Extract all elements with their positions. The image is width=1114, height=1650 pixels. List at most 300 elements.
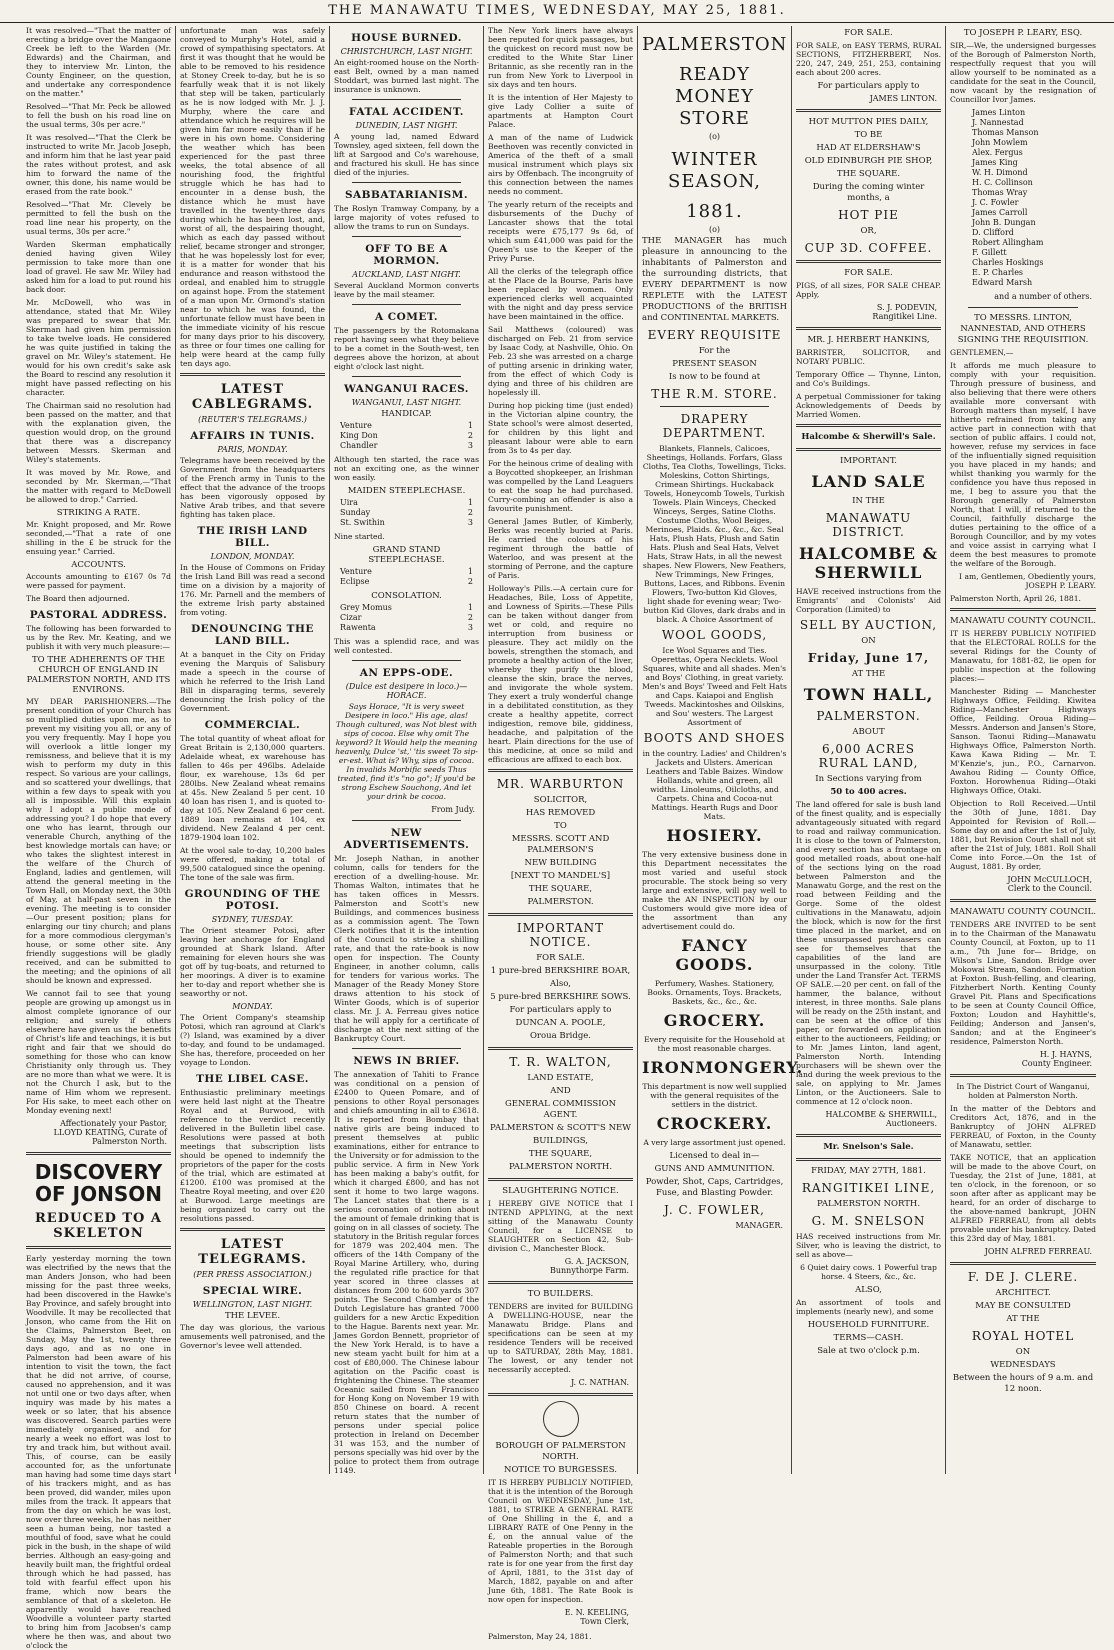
ad-line: MR. WARBURTON (496, 777, 625, 791)
signatory: Thomas Wray (972, 188, 1028, 197)
ad-line: PALMERSTON NORTH. (508, 1162, 613, 1172)
dateline: DUNEDIN, LAST NIGHT. (355, 121, 458, 130)
subheading: (PER PRESS ASSOCIATION.) (193, 1270, 312, 1279)
column-2 (176, 26, 330, 1474)
ad-important-notice (488, 921, 633, 1042)
ad-line: PALMERSTON. (816, 709, 921, 723)
column-5 (638, 26, 804, 1474)
ad-line: FRIDAY, MAY 27TH, 1881. (811, 1166, 926, 1176)
article-paragraph: All the clerks of the telegraph office at the Place de la Bourse, Paris have been replaced by women. Only experienced clerks well acquainted with the night and day press service have been maintained in the office. (488, 267, 633, 321)
signature: E. N. KEELING, Town Clerk, (564, 1608, 629, 1626)
heading-news-in-brief: NEWS IN BRIEF. (353, 1055, 460, 1067)
heading-commercial: COMMERCIAL. (204, 719, 301, 731)
divider (26, 1152, 171, 1155)
ad-section-heading: BOOTS AND SHOES (643, 731, 786, 745)
signatory: J. Nannestad (972, 118, 1024, 127)
ad-line: G. M. SNELSON (811, 1214, 926, 1228)
article-paragraph: The yearly return of the receipts and disbursements of the Duchy of Lancaster shows that the total receipts were £75,177 9s 6d, of which sum £41,000 was paid for the Queen's use to the Keeper of the Privy Purse. (488, 200, 633, 263)
ad-paragraph: In the matter of the Debtors and Creditors Act, 1876, and in the Bankruptcy of JOHN ALFRED FERREAU, of Foxton, in the County of Manawatu, settler. (950, 1104, 1096, 1149)
article-paragraph: For the heinous crime of dealing with a Boycotted shopkeeper, an Irishman was compelled by the Land Leaguers to eat the soap he had purchased. Curry-combing an offender is also a favourite punishment. (488, 459, 633, 513)
divider (796, 448, 941, 451)
column-3 (330, 26, 484, 1474)
ad-paragraph: TAKE NOTICE, that an application will be made to the above Court, on Tuesday, the 21st of June, 1881, at ten o'clock, in the forenoon, or so soon after after as applicant may be heard, for an order of discharge to the above-named bankrupt, JOHN ALFRED FERREAU, from all debts provable under his bankruptcy. Dated this 23rd day of May, 1881. (950, 1153, 1096, 1243)
heading-sabbatarianism: SABBATARIANISM. (344, 189, 469, 201)
ad-line: ON (1015, 1347, 1031, 1357)
subheading: ACCOUNTS. (71, 560, 126, 570)
column-1 (22, 26, 176, 1650)
divider (352, 376, 461, 377)
signatory: W. H. Dimond (972, 168, 1028, 177)
ad-line: MAY BE CONSULTED (975, 1301, 1071, 1311)
article-paragraph: Mr. Joseph Nathan, in another column, calls for tenders for the erection of a dwelling-house. Mr. Thomas Walton, intimates that he has taken offices in Messrs. Palmerston and Scott's new Buildings, and commences business as a commission agent. The Town Clerk notifies that it is the intention of the Council to strike a shilling rate, and that the rate-book is now open for inspection. The County Engineer, in another column, calls for tenders for various works. The Manager of the Ready Money Store draws attention to his stock of Winter Goods, which is of superior class. Mr. J. A. Ferreau gives notice that he will apply for a certificate of discharge at the next sitting of the Bankruptcy Court. (334, 854, 479, 1043)
signature: H. J. HAYNS, County Engineer. (1021, 1050, 1092, 1068)
ad-list: Manchester Riding — Manchester Highways Office, Feilding. Kiwitea Riding—Manchester Highways Office, Feilding. Oroua Riding—Messrs. Anderson and Jansen's Store, Sanson. Taonui Riding—Manawatu Highways Office, Palmerston North. Kawa Kawa Riding — Mr. T. M'Kenzie's, jun., P.O., Carnarvon. Awahou Riding — County Office, Foxton. Horowhenua Riding—Otaki Highways Office, Otaki. (950, 687, 1096, 795)
ad-line: HAD AT ELDERSHAW'S (816, 143, 921, 153)
ad-heading: HOT MUTTON PIES DAILY, (808, 117, 929, 127)
ad-paragraph: HAVE received instructions from the Emigrants' and Colonists' Aid Corporation (Limited) to (796, 587, 941, 614)
article-paragraph: The total quantity of wheat afloat for Great Britain is 2,130,000 quarters. Adelaide wheat, ex warehouse has fallen to 46s per 496lbs. Adelaide flour, ex warehouse, 13s 6d per 280lbs. New Zealand wheat remains at 45s. New Zealand 5 per cent. 10 40 loan has risen 1, and is quoted to-day at 105. New Zealand 6 per cent. 1889 loan remains at 104, ex dividend. New Zealand 4 per cent. 1879-1904 loan 102. (180, 734, 325, 842)
signatory: James King (972, 158, 1018, 167)
heading-special-wire: SPECIAL WIRE. (202, 1285, 303, 1297)
heading-a-comet: A COMET. (374, 311, 439, 323)
ad-paragraph: BARRISTER, SOLICITOR, and NOTARY PUBLIC. (796, 348, 941, 366)
ad-paragraph: I am, Gentlemen, Obediently yours, JOSEPH P. LEARY. (959, 572, 1096, 590)
ad-warburton (488, 777, 633, 908)
ad-heading: Mr. Snelson's Sale. (823, 1142, 914, 1152)
column-7 (946, 26, 1100, 1474)
signatory: John Mowlem (972, 138, 1028, 147)
ad-line: HAS REMOVED (525, 808, 596, 818)
ad-heading: MANAWATU COUNTY COUNCIL. (950, 907, 1096, 917)
race-result-row: Venture 1 (340, 421, 473, 430)
ad-heading: MANAWATU COUNTY COUNCIL. (950, 616, 1096, 626)
divider (968, 307, 1078, 308)
ad-line: IN THE (852, 496, 885, 506)
ad-heading: FOR SALE. (844, 28, 893, 38)
ad-line: WEDNESDAYS (990, 1360, 1056, 1370)
divider (796, 327, 941, 330)
ad-list: in the country. Ladies' and Children's Jackets and Ulsters. American Leathers and Table Baizes. Window Hollands, white and green, all widths. Linoleums, Oilcloths, and Carpets. China and Cocoa-nut Mattings. Hearth Rugs and Door Mats. (642, 749, 787, 821)
ad-line: For particulars apply to (509, 1005, 612, 1015)
article-paragraph: A man of the name of Ludwick Beethoven was recently convicted in America of the theft of a small musical instrument which plays six airs by Offenbach. The incongruity of this connection between the names needs no comment. (488, 133, 633, 196)
divider (488, 1047, 633, 1050)
heading-reduced-to-skeleton: REDUCED TO A SKELETON (35, 1211, 162, 1241)
article-paragraph: It is the intention of Her Majesty to give Lady Collier a suite of apartments at Hampton Court Palace. (488, 93, 633, 129)
ad-heading: TO BUILDERS. (527, 1289, 594, 1299)
ad-heading: FOR SALE. (844, 268, 893, 278)
ad-line: For the (698, 346, 731, 356)
race-results (334, 567, 479, 587)
article-paragraph: The Orient Company's steamship Potosi, which ran aground at Clark's (?) Island, was examined by a diver to-day, and found to be undamaged. She has, therefore, proceeded on her voyage to London. (180, 1013, 325, 1067)
ad-line: Between the hours of 9 a.m. and 12 noon. (952, 1373, 1094, 1394)
article-paragraph: General James Butler, of Kimberly, Berks was recently buried at Paris. He carried the colours of his regiment through the battle of Waterloo, and was present at the storming of Perrone, and the capture of Paris. (488, 517, 633, 580)
ad-paragraph: Every requisite for the Household at the most reasonable charges. (644, 1035, 785, 1053)
signature: JOHN ALFRED FERREAU. (984, 1247, 1092, 1256)
ad-line: During the coming winter months, a (812, 182, 925, 203)
column-6 (792, 26, 946, 1474)
divider (352, 1048, 461, 1049)
subheading: TO THE ADHERENTS OF THE CHURCH OF ENGLAND IN PALMERSTON NORTH, AND ITS ENVIRONS. (26, 655, 171, 695)
divider (660, 406, 769, 407)
ad-paragraph: It affords me much pleasure to comply with your requisition. Through pressure of business, and also believing that there were others available more conversant with Borough matters than myself, I have hitherto refrained from taking any active part in connection with that section of public affairs. I could not, however, refuse my services in face of the influentially signed requisition you have placed in my hands; and whilst thanking you warmly for the confidence you have thus reposed in me, I beg to assure you that the Borough generally of Palmerston North, that I will, if returned to the Council, faithfully discharge the duties pertaining to the office of a Borough Councillor, and by my votes and voice assist in carrying what I deem the best measures to promote the welfare of the Borough. (950, 361, 1096, 568)
article-paragraph: Holloway's Pills.—A certain cure for Headaches, Bile, Loss of Appetite, and Lowness of Spirits.—These Pills can be taken without danger from wet or cold, and require no interruption from business or pleasure. They act mildly on the bowels, strengthen the stomach, and promote a healthy action of the liver, whereby they purify the blood, cleanse the skin, brace the nerves, and invigorate the whole system. They exert a truly wonderful change in a debilitated constitution, as they create a healthy appetite, correct indigestion, remove bile, giddiness, headache, and palpitation of the heart. Plain directions for the use of this medicine, at once so mild and efficacious are affixed to each box. (488, 584, 633, 764)
ad-line: THE R.M. STORE. (651, 387, 778, 401)
race-name: CONSOLATION. (371, 591, 442, 601)
race-result-row: Uira 1 (340, 498, 473, 507)
ad-paragraph: THE MANAGER has much pleasure in announcing to the inhabitants of Palmerston and the surrounding districts, that EVERY DEPARTMENT is now REPLETE with the LATEST PRODUCTIONS of the BRITISH and CONTINENTAL MARKETS. (642, 236, 787, 323)
ad-line: Is now to be found at (668, 372, 761, 382)
heading-fatal-accident: FATAL ACCIDENT. (349, 106, 464, 118)
ad-line: THE SQUARE, (528, 1149, 593, 1159)
signature: J. C. FOWLER, (664, 1203, 765, 1217)
ad-paragraph: An assortment of tools and implements (nearly new), and some (796, 1298, 941, 1316)
heading-epps-ode: AN EPPS-ODE. (359, 667, 454, 679)
ad-list: Perfumery, Washes. Stationery, Books. Ornaments, Toys. Brackets, Baskets, &c., &c., &c. (647, 979, 782, 1006)
divider (488, 1281, 633, 1284)
ad-line: OR, (860, 226, 877, 236)
divider (796, 1134, 941, 1137)
race-result-row: Cizar 2 (340, 613, 473, 622)
ad-heading: BOROUGH OF PALMERSTON NORTH. (495, 1441, 626, 1462)
article-paragraph: Mr. Knight proposed, and Mr. Rowe seconded,—"That a rate of one shilling in the £ be struck for the ensuing year." Carried. (26, 520, 171, 556)
ad-paragraph: In The District Court of Wanganui, holden at Palmerston North. (956, 1082, 1090, 1100)
ad-line: DUNCAN A. POOLE, (515, 1018, 606, 1028)
ad-line: For particulars apply to (817, 81, 920, 91)
divider (796, 424, 941, 427)
ad-walton (488, 1055, 633, 1173)
race-result-row: Grey Momus 1 (340, 603, 473, 612)
ad-paragraph: I HEREBY GIVE NOTICE that I INTEND APPLYING, at the next sitting of the Manawatu County Council, for a LICENSE to SLAUGHTER on Section 42, Sub-division C., Manchester Block. (488, 1199, 633, 1253)
ad-line: RANGITIKEI LINE, (801, 1181, 936, 1195)
ad-list: 6 Quiet dairy cows. 1 Powerful trap horse. 4 Steers, &c., &c. (800, 1263, 937, 1281)
signature: JAMES LINTON. (869, 94, 937, 103)
ad-line: [NEXT TO MANDEL'S] (510, 871, 611, 881)
signatory-note: and a number of others. (994, 292, 1092, 301)
ad-line: TERMS—CASH. (833, 1333, 904, 1343)
signatory: Robert Allingham (972, 238, 1044, 247)
article-paragraph: In the House of Commons on Friday the Irish Land Bill was read a second time on a division by a majority of 176. Mr. Parnell and the members of the extreme Irish party abstained from voting. (180, 563, 325, 617)
race-result-row: King Don 2 (340, 431, 473, 440)
signatory: James Linton (972, 108, 1026, 117)
ad-line: EVERY REQUISITE (647, 328, 782, 342)
ad-line: TO BE (854, 130, 883, 140)
ad-line: 50 to 400 acres. (830, 787, 907, 797)
signatory: E. P. Charles (972, 268, 1024, 277)
epigraph: (Dulce est desipere in loco.)—HORACE. (345, 682, 468, 700)
subheading: THE LEVEE. (224, 1311, 281, 1321)
ad-line: MESSRS. SCOTT AND PALMERSON'S (511, 834, 610, 855)
heading-affairs-in-tunis: AFFAIRS IN TUNIS. (190, 430, 315, 442)
article-paragraph: The passengers by the Rotomakana report having seen what they believe to be a comet in the South-west, ten degrees above the horizon, at about eight o'clock last night. (334, 326, 479, 371)
ad-line: NEW BUILDING (524, 858, 597, 868)
ad-heading: Halcombe & Sherwill's Sale. (801, 432, 936, 442)
article-paragraph: Warden Skerman emphatically denied having given Wiley permission to take more than one load of gravel. He saw Mr. Wiley had asked him for a load to put round his back door. (26, 240, 171, 294)
article-paragraph: Resolved—"That Mr. Peck be allowed to fell the bush on his road line on the usual terms, 30s per acre." (26, 102, 171, 129)
ad-section-heading: GROCERY. (663, 1011, 766, 1030)
ad-heading: TO JOSEPH P. LEARY, ESQ. (963, 28, 1083, 38)
article-paragraph: The annexation of Tahiti to France was conditional on a pension of £2400 to Queen Pomare, and of pensions to other Royal personages and chiefs amounting in all to £3618. It is reported from Bombay that native girls are being induced to present themselves at public examinations, either for entrance to the University or for admission to the public service. A firm in New York has been making a baby's outfit, for which it charged £800, and has not sent it home to two large wagons. The Lancet states that there is a serious coronation of notion about the amount of female drinking that is going on in all classes of society. The statutory in the British regular forces for 1879 was 202,404 men. The officers of the 14th Company of the Royal Marine Artillery, who, during the regulated rifle practice for that year scored in three classes at distances from 200 to 600 yards 307 points. The Second Chamber of the Dutch Legislature has granted 7000 guilders for a new Arctic Expedition to the Hague. Barents next year. Mr. James Gordon Bennett, proprietor of the New York Herald, is to have a new steam yacht built for him at a cost of £80,000. The Chinese labour agitation on the Pacific coast is frightening the Chinese. The steamer Oceanic sailed from San Francisco for Hong Kong on November 19 with 850 Chinese on board. A recent return states that the number of persons under special police protection in Ireland on December 31 was 153, and the number of persons specially was hid over by the police to protect them from outrage 1149. (334, 1070, 479, 1475)
ad-heading: TO MESSRS. LINTON, NANNESTAD, AND OTHERS SIGNING THE REQUISITION. (957, 313, 1089, 345)
article-paragraph: The Board then adjourned. (26, 594, 130, 603)
ad-paragraph: Objection to Roll Received.—Until the 30th of June, 1881. Day Appointed for Revision of Roll.—Some day on and after the 1st of July, 1881, but Revision Court shall not sit after the 21st of July, 1881. Roll Shall Come into Force.—On the 1st of August, 1881. By order, (950, 799, 1096, 871)
dateline: LONDON, MONDAY. (210, 552, 295, 561)
ad-line: 5 pure-bred BERKSHIRE SOWS. (490, 992, 631, 1002)
signature: HALCOMBE & SHERWILL, Auctioneers. (825, 1110, 937, 1128)
ad-line: AT THE (1006, 1314, 1040, 1324)
ad-section-heading: CROCKERY. (656, 1114, 773, 1133)
article-paragraph: It was moved by Mr. Rowe, and seconded by Mr. Skerman,—"That the matter with regard to McDowell be allowed to drop." Carried. (26, 468, 171, 504)
signatory: James Carroll (972, 208, 1028, 217)
ad-line: THE SQUARE, (528, 884, 593, 894)
signature: Affectionately your Pastor, LLOYD KEATING, Curate of Palmerston North. (53, 1119, 167, 1146)
ad-line: PALMERSTON. (527, 897, 594, 907)
ad-line: ALSO, (855, 1285, 882, 1295)
ornament: (o) (708, 132, 721, 141)
article-paragraph: The Roslyn Tramway Company, by a large majority of votes refused to allow the trams to run on Sundays. (334, 204, 479, 231)
divider (488, 769, 633, 772)
article-paragraph: It was resolved—"That the Clerk be instructed to write Mr. Jacob Joseph, and inform him that he last year paid the rates without protest, and ask him to forward the name of the owner, this done, his name would be erased from the rate book." (26, 133, 171, 196)
race-name: GRAND STAND STEEPLECHASE. (368, 545, 445, 565)
ad-paragraph: This department is now well supplied with the general requisites of the settlers in the district. (642, 1082, 787, 1109)
dateline: WANGANUI, LAST NIGHT. (351, 398, 462, 407)
divider (488, 913, 633, 916)
divider (950, 899, 1096, 902)
divider (950, 1074, 1096, 1077)
divider (950, 608, 1096, 611)
signature: G. A. JACKSON, Bunnythorpe Farm. (550, 1257, 629, 1275)
signatory: J. C. Fowler (972, 198, 1019, 207)
heading-pastoral-address: PASTORAL ADDRESS. (29, 609, 168, 621)
ad-section-heading: FANCY GOODS. (675, 936, 754, 974)
ad-line: SELL BY AUCTION, (799, 618, 938, 632)
ad-line: AND (550, 1086, 571, 1096)
article-paragraph: Resolved—"That Mr. Clevely be permitted to fell the bush on the road line near his property, on the usual terms, 30s per acre." (26, 200, 171, 236)
article-paragraph: The day was glorious, the various amusements well patronised, and the Governor's levee well attended. (180, 1323, 325, 1350)
heading-grounding-potosi: GROUNDING OF THE POTOSI. (184, 888, 321, 912)
article-paragraph: Sail Matthews (coloured) was discharged on Feb. 21 from service by Isaac Cody, at Nashville, Ohio. On Feb. 23 she was arrested on a charge of putting arsenic in drinking water, from the effect of which Cody is dying and three of his children are hopelessly ill. (488, 325, 633, 397)
ad-line: 6,000 ACRES RURAL LAND, (818, 742, 919, 770)
divider (180, 373, 325, 376)
signatory: Edward Marsh (972, 278, 1033, 287)
article-paragraph: At the wool sale to-day, 10,200 bales were offered, making a total of 99,500 catalogued since the opening. The tone of the sale was firm. (180, 846, 325, 882)
divider (352, 99, 461, 100)
ad-line: PALMERSTON NORTH. (816, 1199, 921, 1209)
signature: S. J. PODEVIN, Rangitikei Line. (872, 303, 937, 321)
article-paragraph: Mr. McDowell, who was in attendance, stated that Mr. Wiley was prepared to swear that Mr. Skerman had given him permission to take twelve loads. He considered he was quite justified in taking the gravel on Mr. Wiley's statement. He would for his own credit's sake ask the Board to rescind any resolution it might have passed reflecting on his character. (26, 298, 171, 397)
ad-line: F. DE J. CLERE. (967, 1270, 1079, 1284)
ad-paragraph: IT IS HEREBY PUBLICLY NOTIFIED, that it is the intention of the Borough Council on WEDNESDAY, June 1st, 1881, to STRIKE A GENERAL RATE of One Shilling in the £, and a LIBRARY RATE of One Penny in the £, on the annual value of the Rateable properties in the Borough of Palmerston North; and that such rate is for one year from the first day of April, 1881, to the 31st day of March, 1882, payable on and after June 6th, 1881. The Rate Book is now open for inspection. (488, 1478, 633, 1604)
heading-discovery-of-jonson: DISCOVERY OF JONSON (34, 1160, 163, 1206)
ad-line: PALMERSTON & SCOTT'S NEW (490, 1123, 631, 1133)
ad-paragraph: HAS received instructions from Mr. Silver, who is leaving the district, to sell as above— (796, 1232, 941, 1259)
ad-line: Powder, Shot, Caps, Cartridges, Fuse, and Blasting Powder. (645, 1177, 784, 1198)
ad-line: HOUSEHOLD FURNITURE. (807, 1320, 930, 1330)
poem: Says Horace, "It is very sweet Desipere in loco." His age, alas! Though cultured, was Not blest with sips of cocoa. Else why omit The keyword? It Would help the meaning heavenly, Dulce 'st,' 'tis sweet To sip-er-est. What is? Why, sips of cocoa. In invalids Morbific seeds Thus treated, find it's "no go"; If you'd be strong Eschew Souchong, And let your drink be cocoa. (335, 702, 478, 801)
ad-date: Palmerston, May 24, 1881. (488, 1632, 592, 1641)
race-result-row: Chandler 3 (340, 441, 473, 450)
signatory: John B. Dungan (972, 218, 1036, 227)
signature-title: MANAGER. (735, 1221, 783, 1230)
ad-line: CUP 3D. COFFEE. (804, 241, 933, 255)
divider (352, 660, 461, 661)
article-paragraph: It was resolved—"That the matter of erecting a bridge over the Mangaone Creek be left to the Warden (Mr. Edwards) and the Chairman, and they to interview Mr. Linton, the County Engineer, on the question, and undertake any correspondence on the matter." (26, 26, 171, 98)
race-name: MAIDEN STEEPLECHASE. (347, 486, 466, 496)
ad-line: LAND SALE (811, 472, 926, 491)
ad-list: Ice Wool Squares and Ties. Operettas, Opera Necklets. Wool Squares, white and all shades. Men's and Boys' Clothing, in great variety. Men's and Boys' Tweed and Felt Hats and Caps. Kaiapoi and English Tweeds. Mackintoshes and Oilskins, and Sou' westers. The Largest Assortment of (642, 646, 787, 727)
divider (488, 1393, 633, 1396)
divider (352, 304, 461, 305)
ad-list: Blankets, Flannels, Calicoes, Sheetings, Hollands. Forfars, Glass Cloths, Tea Cloths, Towellings, Ticks. Moleskins, Cotton Shirtings, Crimean Shirtings. Huckaback Towels, Honeycomb Towels, Turkish Towels. Plain Winceys, Checked Winceys, Serges, Satine Cloths. Costume Cloths, Wool Beiges, Merinoes, Plaids. &c., &c., &c. Seal Hats, Plush Hats, Plush and Satin Hats. Plush and Seal Hats, Velvet Hats, Straw Hats, in all the newest shapes. New Flowers, New Feathers, New Trimmings, New Fringes, Buttons, Laces, and Ribbons. Evenin Flowers, Two-button Kid Gloves, light shade for evening wear; Two-button Kid Gloves, dark drabs and in black. A Choice Assortment of (642, 444, 787, 624)
ad-paragraph: A perpetual Commissioner for taking Acknowledgements of Deeds by Married Women. (796, 392, 941, 419)
ad-line: LAND ESTATE, (527, 1073, 594, 1083)
divider (352, 236, 461, 237)
article-paragraph: Accounts amounting to £167 0s 7d were passed for payment. (26, 572, 171, 590)
ad-line: AT THE (851, 669, 886, 679)
article-paragraph: The Orient steamer Potosi, after leaving her anchorage for England grounded at Shark Island. After remaining for eleven hours she was got off by tug-boats, and returned to her moorings. A diver is to examine her to-day and report whether she is seaworthy or not. (180, 926, 325, 998)
article-paragraph: Early yesterday morning the town was electrified by the news that the man Anders Jonson, who had been missing for the past three weeks, had been discovered in the Hawke's Bay Province, and safely brought into Woodville. It may be recollected that Jonson, who came from the Hit on the Claims, Palmerston Beet, on Sunday, May the 1st, twenty three days ago, and as no one in Palmerston had been aware of his intention to visit the town, the fact that he did not arrive, of course, caused no apprehension, and it was not until one or two days after, when inquiry was made by his mates a week or so later, that his absence was discovered. Search parties were immediately organised, and for nearly a week no effort was lost to try and track him, but without avail. This, of course, can be easily accounted for, as the unfortunate man having had some time days start of his trackers might, and as has been proved, did wander, miles upon miles from the track. It appears that from the day on which he was lost, now over three weeks, he has neither seen a human being, nor tasted a mouthful of food, save what he could pick in the bush, in the shape of wild berries. Although an easy-going and heavily built man, the frightful ordeal through which he had passed, has told with fearful effect upon his frame, which now bears the semblance of that of a skeleton. He apparently would have reached Woodville a volunteer party started to bring him from Jacobsen's camp where he then was, and about two o'clock the (26, 1254, 171, 1650)
ornament: (o) (708, 225, 721, 234)
ad-line: HOT PIE (838, 208, 899, 222)
ad-line: MANAWATU DISTRICT. (825, 511, 912, 539)
signatory: Alex. Fergus (972, 148, 1023, 157)
ad-paragraph: A very large assortment just opened. (643, 1138, 786, 1147)
signature: JOHN McCULLOCH, Clerk to the Council. (1007, 875, 1092, 893)
heading-denouncing-land-bill: DENOUNCING THE LAND BILL. (191, 623, 314, 647)
ad-heading: SLAUGHTERING NOTICE. (502, 1186, 619, 1196)
heading-house-burned: HOUSE BURNED. (351, 32, 462, 44)
ad-store-title: READY MONEY STORE (675, 64, 754, 129)
heading-latest-cablegrams: LATEST CABLEGRAMS. (191, 382, 314, 412)
ad-line: BUILDINGS, (532, 1136, 589, 1146)
dateline: MONDAY. (232, 1002, 273, 1011)
ad-line: Licensed to deal in— (669, 1151, 760, 1161)
ad-paragraph: GENTLEMEN,— (950, 348, 1014, 357)
article-paragraph: Although ten started, the race was not an exciting one, as the winner won easily. (334, 455, 479, 482)
divider (796, 260, 941, 263)
ad-line: IMPORTANT NOTICE. (516, 921, 605, 949)
article-paragraph: Telegrams have been received by the Government from the headquarters of the French army in Tunis to the effect that the advance of the troops has been vigorously opposed by Native Arab tribes, and that severe fighting has taken place. (180, 456, 325, 519)
dateline: CHRISTCHURCH, LAST NIGHT. (340, 47, 473, 56)
article-paragraph: MY DEAR PARISHIONERS.—The present condition of your Church has so multiplied duties upon me, as to prevent my visiting you all, or any of you very frequently. May I hope you will overlook a little longer my remissness, and believe that it is my wish to perform my duty in this respect. So various are your callings, and so scattered your dwellings, that within a few days to speak with you all is impossible. Will this explain why I adopt a public mode of addressing you? I do hope that every one who has learnt, through our venerable Church, anything of the best knowledge mortals can have; or who takes the slightest interest in the welfare of the Church of England, ladies and gentlemen, will attend the general meeting in the Town Hall, on Monday next, the 30th of May, at half-past seven in the evening. The meeting is to consider—Our present position; plans for enlarging our tiny church; and plans for a more commodious clergyman's house, or some other site. Any friendly suggestions will be gladly received, and can be submitted to the meeting; and the opinions of all should be known and expressed. (26, 697, 171, 985)
divider (796, 1158, 941, 1161)
ad-line: SOLICITOR, (533, 795, 588, 805)
ad-paragraph: PIGS, of all sizes, FOR SALE CHEAP. Apply, (796, 281, 941, 299)
ad-section-heading: DRAPERY DEPARTMENT. (662, 412, 767, 440)
race-result-row: Rawenta 3 (340, 623, 473, 632)
ad-line: OLD EDINBURGH PIE SHOP, (804, 156, 933, 166)
article-paragraph: Nine started. (334, 532, 385, 541)
signatory: Thomas Manson (972, 128, 1039, 137)
divider (352, 820, 461, 821)
signatory: F. Gillett (972, 248, 1007, 257)
dateline: PARIS, MONDAY. (217, 445, 288, 454)
ad-paragraph: TENDERS ARE INVITED to be sent in to the Chairman of the Manawatu County Council, at Foxton, up to 11 a.m., 7th June for— Bridge, on Wilson's Line, Sandon. Bridge over Mokowai Stream, Sandon. Formation at Foxton. Bush-felling, and clearing, Fitzherbert North. Kenting County Gravel Pit. Plans and Specifications to be seen at County Council Office, Foxton; Loudon and Hayhittle's, Feilding; Anderson and Jansen's, Sandon; and at the Engineer's residence, Palmerston North. (950, 920, 1096, 1046)
divider (950, 1262, 1096, 1265)
ad-paragraph: Temporary Office — Thynne, Linton, and Co's Buildings. (796, 370, 941, 388)
ad-section-heading: WOOL GOODS, (661, 628, 768, 642)
divider (180, 1228, 325, 1231)
article-paragraph: A young lad, named Edward Townsley, aged sixteen, fell down the lift at Sargood and Co's warehouse, and fractured his skull. He has since died of the injuries. (334, 132, 479, 177)
ad-line: Friday, June 17, (807, 651, 930, 665)
race-result-row: St. Swithin 3 (340, 518, 473, 527)
ad-line: 1 pure-bred BERKSHIRE BOAR, (490, 966, 631, 976)
ad-line: IMPORTANT. (840, 456, 897, 466)
signatory: D. Clifford (972, 228, 1014, 237)
signatory-list (950, 108, 1096, 288)
ad-paragraph: The land offered for sale is bush land of the finest quality, and is especially advantageously situated with regard to road and railway communication. It is close to the town of Palmerston, and every section has a frontage on good metalled roads, about one-half of the sections lying on the road between Palmerston and the Manawatu Gorge, and the rest on the road between Feilding and the Gorge. Some of the oldest cultivations in the Manawatu, adjoin the block, which is now for the first time placed in the market, and on these unsurpassed purchasers can see for themselves that the capabilities of the land are unsurpassed in the colony. Title under the Land Transfer Act. TERMS OF SALE.—20 per cent. on fall of the hammer, the balance, without interest, in three months. Sale plans will be ready on the 25th instant, and can be seen at the office of this paper, or forwarded on application either to the auctioneers, Feilding; or to Mr. James Linton, land agent, Palmerston North. Intending purchasers will be shewn over the land during the week previous to the sale, on applying to Mr. James Linton, or the Auctioneers. Sale to commence at 12 o'clock noon. (796, 800, 941, 1106)
ad-section-heading: HOSIERY. (666, 826, 763, 845)
ad-paragraph: TENDERS are invited for BUILDING A DWELLING-HOUSE, near the Manawatu Bridge. Plans and specifications can be seen at my residence Tenders will be received up to SATURDAY, 28th May, 1881. The lowest, or any tender not necessarily accepted. (488, 1302, 633, 1374)
article-paragraph: Enthusiastic preliminary meetings were held last night at the Theatre Royal and at Burwood, with reference to the verdict recently delivered in the Bulletin libel case. Resolutions were passed at both meetings that subscription lists should be opened to indemnify the proprietors of the paper for the costs of the trial, which are estimated at £1200. £100 was promised at the Theatre Royal meeting, and over £20 at Burwood. Large meetings are being organized to carry out the resolutions passed. (180, 1088, 325, 1223)
ad-date: Palmerston North, April 26, 1881. (950, 594, 1081, 603)
article-paragraph: The following has been forwarded to us by the Rev. Mr. Keating, and we publish it with very much pleasure:— (26, 624, 171, 651)
divider (352, 182, 461, 183)
article-paragraph: This was a splendid race, and was well contested. (334, 637, 479, 655)
ad-line: ROYAL HOTEL (971, 1329, 1075, 1343)
ad-line: ABOUT (852, 727, 885, 737)
heading-irish-land-bill: THE IRISH LAND BILL. (197, 525, 308, 549)
article-paragraph: unfortunate man was safely conveyed to Murphy's Hotel, amid a crowd of sympathising spectators. At first it was thought that he would be able to be removed to his residence at Stoney Creek to-day, but he is so fearfully weak that it is not likely that step will be taken, particularly as he is now lodged with Mr. J. J. Murphy, where the care and attendance which he requires will be given him far more easily than if he were in his own home. Considering the weather which has been experienced for the past three weeks, the total absence of all nourishing food, the frightful struggle which he has had to encounter in a dense bush, the distance which he must have travelled in the twenty-three days during which he has been lost, and, worst of all, the despairing thought, which as each day passed without relief, became stronger and stronger, that he was hopelessly lost for ever, it is a matter for wonder that his endurance and reason withstood the ordeal, and enabled him to struggle on against hope. From the statement of a man upon Mr. Ormond's station near to which he was found, the unfortunate fellow must have been in the immediate vicinity of his rescue for many days prior to his discovery, as three or four times one calling for help were heard at the camp fully ten days ago. (180, 26, 325, 368)
subheading: STRIKING A RATE. (56, 508, 141, 518)
signatory: Charles Hoskings (972, 258, 1044, 267)
heading-libel-case: THE LIBEL CASE. (196, 1073, 309, 1085)
ad-line: In Sections varying from (815, 774, 922, 784)
poem-source: From Judy. (431, 805, 475, 814)
ad-store-title: PALMERSTON (642, 34, 788, 55)
ad-line: GUNS AND AMMUNITION. (654, 1164, 775, 1174)
article-paragraph: An eight-roomed house on the North-east Belt, owned by a man named Stoddart, was burned last night. The insurance is unknown. (334, 58, 479, 94)
race-result-row: Sunday 2 (340, 508, 473, 517)
ad-line: ARCHITECT. (995, 1288, 1051, 1298)
race-results (334, 498, 479, 528)
dateline: SYDNEY, TUESDAY. (211, 915, 294, 924)
ad-paragraph: IT IS HEREBY PUBLICLY NOTIFIED that the ELECTORAL ROLLS for the several Ridings for the County of Manawatu, for 1881-82, lie open for public inspection at the following places:— (950, 629, 1096, 683)
ad-line: Also, (549, 979, 572, 989)
ad-line: GENERAL COMMISSION AGENT. (504, 1099, 617, 1120)
article-paragraph: We cannot fail to see that young people are growing up amongst us in almost complete ignorance of our religion; and surely if others elsewhere have given us the benefits of Christ's life and teachings, it is but right and fair that we should do something for those who can know Christianity only through us. They are no more than what we were. It is not the Church I ask, but to the name of Him whom we represent. For His sake, to meet each other on Monday evening next! (26, 989, 171, 1115)
ad-line: FOR SALE. (536, 953, 585, 963)
subheading: (REUTER'S TELEGRAMS.) (198, 415, 307, 424)
ad-line: TO (554, 821, 567, 831)
race-results (334, 421, 479, 451)
masthead: THE MANAWATU TIMES, WEDNESDAY, MAY 25, 1881. (0, 0, 1114, 23)
divider (796, 109, 941, 112)
newspaper-columns (22, 26, 1102, 1650)
ad-paragraph: The very extensive business done in this Department necessitates the most varied and useful stock procurable. The stock being so very large and extensive, will pay well to make the AN INSPECTION by our Customers would give more idea of the assortment than any advertisement could do. (642, 850, 787, 931)
heading-wanganui-races: WANGANUI RACES. (344, 383, 469, 395)
article-paragraph: During hop picking time (just ended) in the Victorian alpine country, the State school's were almost deserted, for children by this light and pleasant labour were able to earn from 3s to 4s per day. (488, 401, 633, 455)
ad-line: Sale at two o'clock p.m. (817, 1346, 920, 1356)
race-results (334, 603, 479, 633)
heading-latest-telegrams: LATEST TELEGRAMS. (198, 1237, 307, 1267)
article-paragraph: The New York liners have always been reputed for quick passages, but the quickest on record must now be credited to the White Star Liner Britannic, as she recently ran in the run from New York to Liverpool in six days and ten hours. (488, 26, 633, 89)
ad-line: ON (861, 636, 876, 646)
heading-new-advertisements: NEW ADVERTISEMENTS. (343, 827, 470, 851)
column-4 (484, 26, 638, 1641)
ad-line: Oroua Bridge. (529, 1031, 592, 1041)
ad-season-title: WINTER SEASON, (668, 149, 761, 192)
race-result-row: Eclipse 2 (340, 577, 473, 586)
ad-line: T. R. WALTON, (509, 1055, 612, 1069)
article-paragraph: The Chairman said no resolution had been passed on the matter, and that with the explanation given, the question would drop, on the ground that there was a discrepancy between Messrs. Skerman and Wiley's statements. (26, 401, 171, 464)
heading-off-to-be-mormon: OFF TO BE A MORMON. (365, 243, 448, 267)
ad-line: THE SQUARE. (836, 169, 901, 179)
divider (488, 1178, 633, 1181)
ad-season-year: 1881. (686, 201, 743, 222)
ad-section-heading: IRONMONGERY. (642, 1058, 804, 1077)
ad-line: TOWN HALL, (803, 685, 934, 704)
race-name: HANDICAP. (381, 409, 432, 419)
